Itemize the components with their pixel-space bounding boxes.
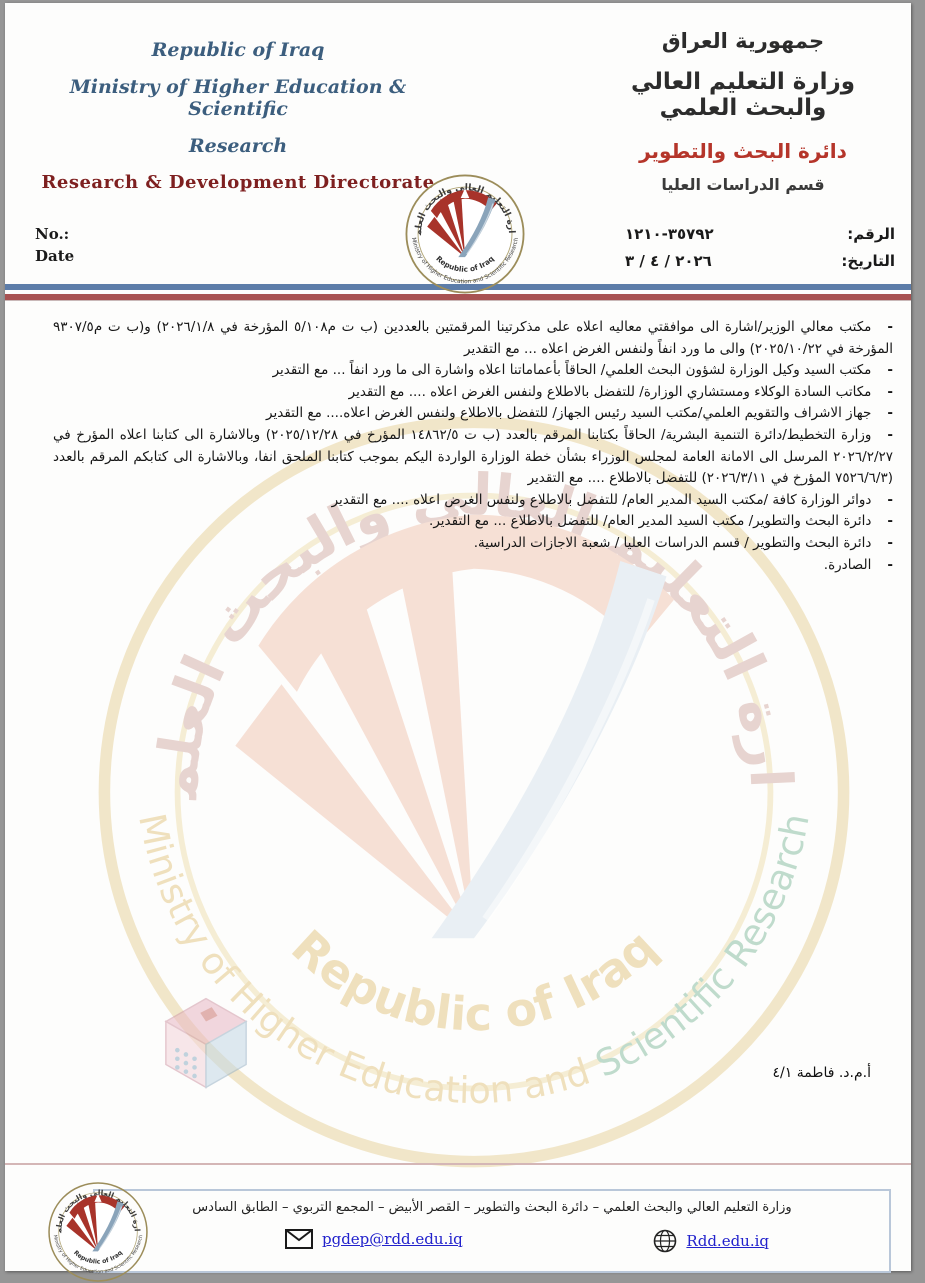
globe-icon [653, 1229, 677, 1253]
email-link[interactable]: pgdep@rdd.edu.iq [322, 1230, 463, 1248]
footer-divider [5, 1163, 911, 1165]
ref-number-value: ٣٥٧٩٢-١٢١٠ [625, 225, 714, 243]
department-name-ar: قسم الدراسات العليا [661, 175, 825, 194]
list-item: - دوائر الوزارة كافة /مكتب السيد المدير العام/ للتفضل بالاطلاع ولنفس الغرض اعلاه .... مع التقدير [53, 490, 893, 512]
ministry-name-en-1: Ministry of Higher Education & Scientific [69, 76, 407, 120]
date-label-en: Date [35, 247, 75, 265]
list-item: - وزارة التخطيط/دائرة التنمية البشرية/ الحاقاً بكتابنا المرقم بالعدد (ب ت ١٤٨٦٢/٥ المؤرخ في ٢٠٢٥/١٢/٢٨) وبالاشارة الى كتابنا اعلاه المؤرخ في ٢٠٢٦/٢/٢٧ المرسل الى الامانة العامة لمجلس الوزراء بشأن خطة الوزارة الواردة اليكم بموجب كتابنا الملحق انفا، وبالاشارة الى كتابكم المرقم بالعدد (٧٥٢٦/٦/٣ المؤرخ في ٢٠٢٦/٣/١١) للتفضل بالاطلاع .... مع التقدير [53, 425, 893, 490]
list-item: - الصادرة. [53, 555, 893, 577]
ref-number-label: الرقم: [847, 225, 895, 243]
header-english [33, 39, 443, 208]
no-date-block [35, 223, 74, 267]
signature: أ.م.د. فاطمة ٤/١ [772, 1065, 871, 1081]
directorate-name-ar: دائرة البحث والتطوير [639, 139, 847, 163]
directorate-name-en: Research & Development Directorate [41, 172, 435, 193]
email-icon [285, 1229, 313, 1249]
date-value: ٢٠٢٦ / ٤ / ٣ [625, 252, 712, 270]
header-arabic [593, 29, 893, 194]
country-name-ar: جمهورية العراق [661, 29, 825, 53]
ref-date-block [625, 225, 895, 279]
website-link[interactable]: Rdd.edu.iq [686, 1232, 769, 1250]
cube-stamp-icon [163, 995, 249, 1091]
list-item: - مكتب السيد وكيل الوزارة لشؤون البحث العلمي/ الحاقاً بأعماماتنا اعلاه واشارة الى ما ورد انفاً ... مع التقدير [53, 360, 893, 382]
footer-address: وزارة التعليم العالي والبحث العلمي – دائرة البحث والتطوير – القصر الأبيض – المجمع التربوي – الطابق السادس [192, 1200, 792, 1215]
footer-ministry-logo [47, 1181, 149, 1283]
list-item: - دائرة البحث والتطوير/ مكتب السيد المدير العام/ للتفضل بالاطلاع ... مع التقدير. [53, 511, 893, 533]
letter-page [5, 3, 911, 1271]
date-label-ar: التاريخ: [841, 252, 895, 270]
list-item: - مكاتب السادة الوكلاء ومستشاري الوزارة/ للتفضل بالاطلاع ولنفس الغرض اعلاه .... مع التقدير [53, 382, 893, 404]
list-item: - جهاز الاشراف والتقويم العلمي/مكتب السيد رئيس الجهاز/ للتفضل بالاطلاع ولنفس الغرض اعلاه.... مع التقدير [53, 403, 893, 425]
no-label: No.: [35, 225, 70, 243]
distribution-list [53, 317, 893, 576]
footer-box [93, 1189, 891, 1273]
ministry-name-ar: وزارة التعليم العالي والبحث العلمي [630, 69, 855, 121]
list-item: - مكتب معالي الوزير/اشارة الى موافقتي معاليه اعلاه على مذكرتينا المرقمتين بالعددين (ب ت م٥/١٠٨ المؤرخة في ٢٠٢٦/١/٨) و(ب ت م٩٣٠٧/٥ المؤرخة في ٢٠٢٥/١٠/٢٢) والى ما ورد انفاً ولنفس الغرض اعلاه ... مع التقدير [53, 317, 893, 360]
ministry-name-en-2: Research [188, 135, 288, 157]
country-name-en: Republic of Iraq [151, 39, 325, 61]
list-item: - دائرة البحث والتطوير / قسم الدراسات العليا / شعبة الاجازات الدراسية. [53, 533, 893, 555]
ministry-logo [404, 173, 526, 295]
